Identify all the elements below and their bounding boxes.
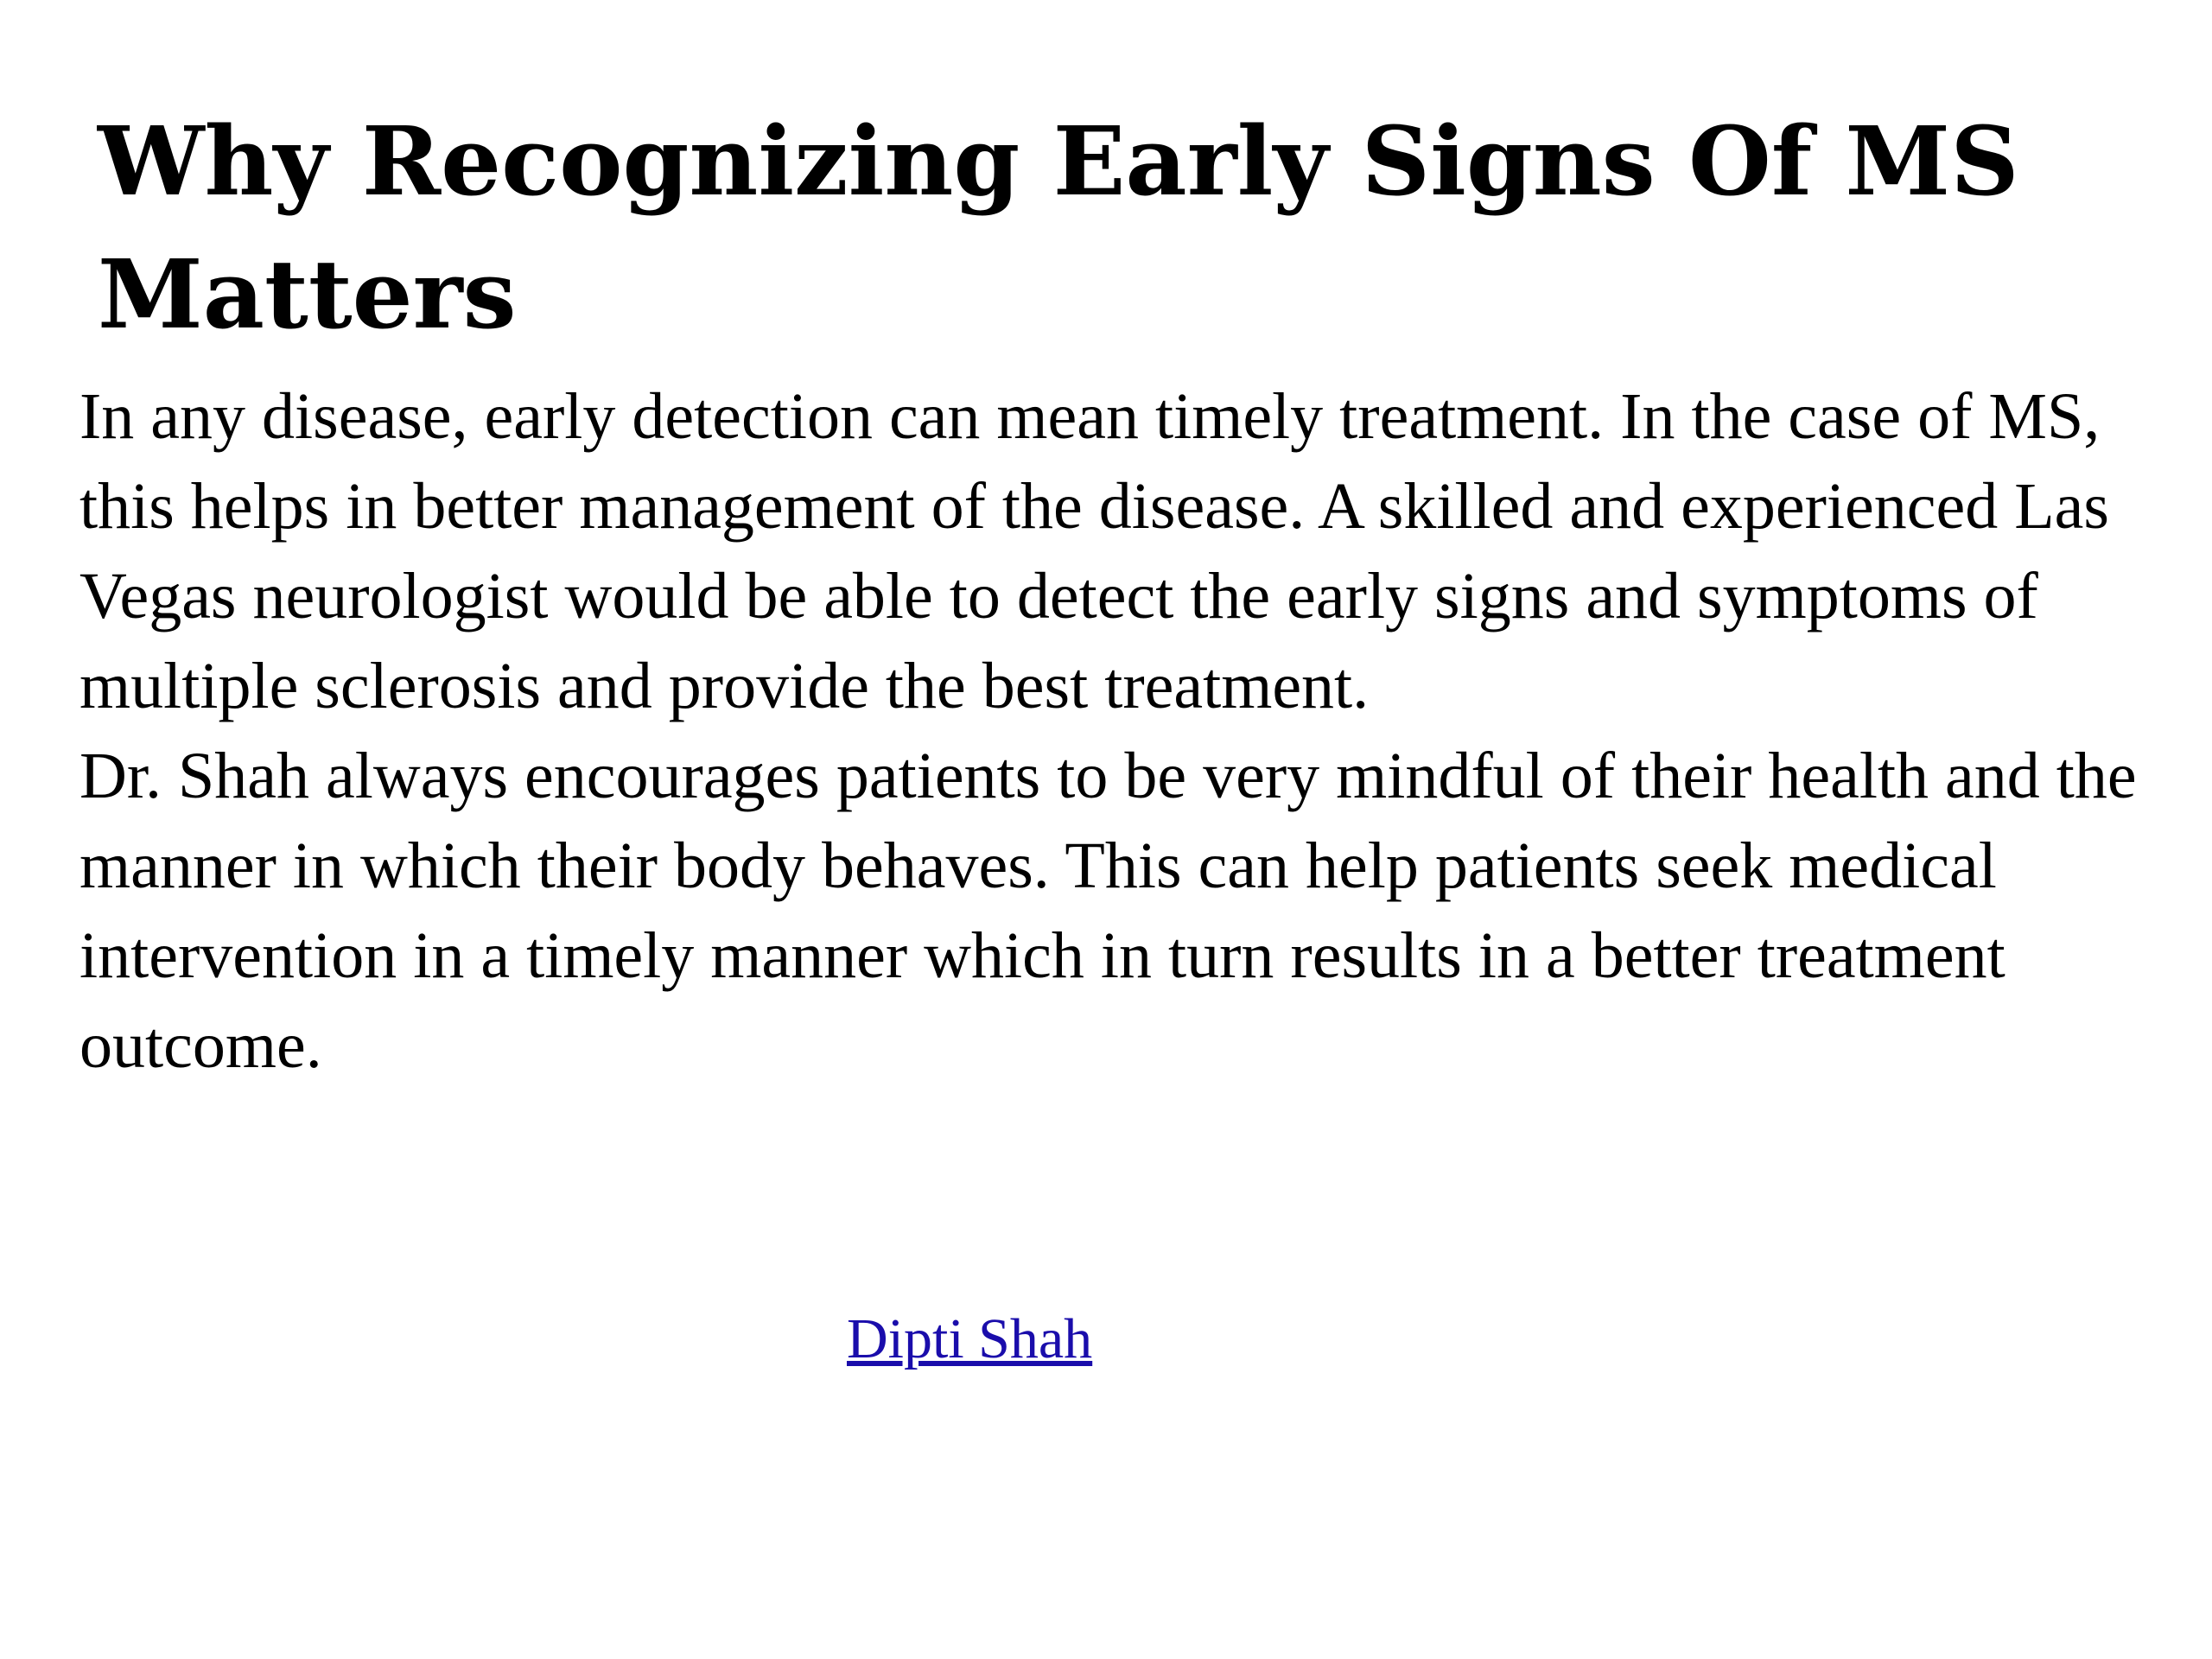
body-paragraph-2: Dr. Shah always encourages patients to be very mindful of their health and the manner in which their body behaves. This can help patients seek medical intervention in a timely manner which in turn results in a better treatment outcome. — [79, 740, 2137, 1082]
body-paragraph-1: In any disease, early detection can mean timely treatment. In the case of MS, this helps in better management of the disease. A skilled and experienced Las Vegas neurologist would be able to detect the early signs and symptoms of multiple sclerosis and provide the best treatment. — [79, 380, 2109, 722]
slide-title: Why Recognizing Early Signs Of MS Matters — [98, 105, 2019, 350]
slide-body — [79, 372, 2171, 1090]
author-link[interactable]: Dipti Shah — [847, 1307, 1093, 1370]
